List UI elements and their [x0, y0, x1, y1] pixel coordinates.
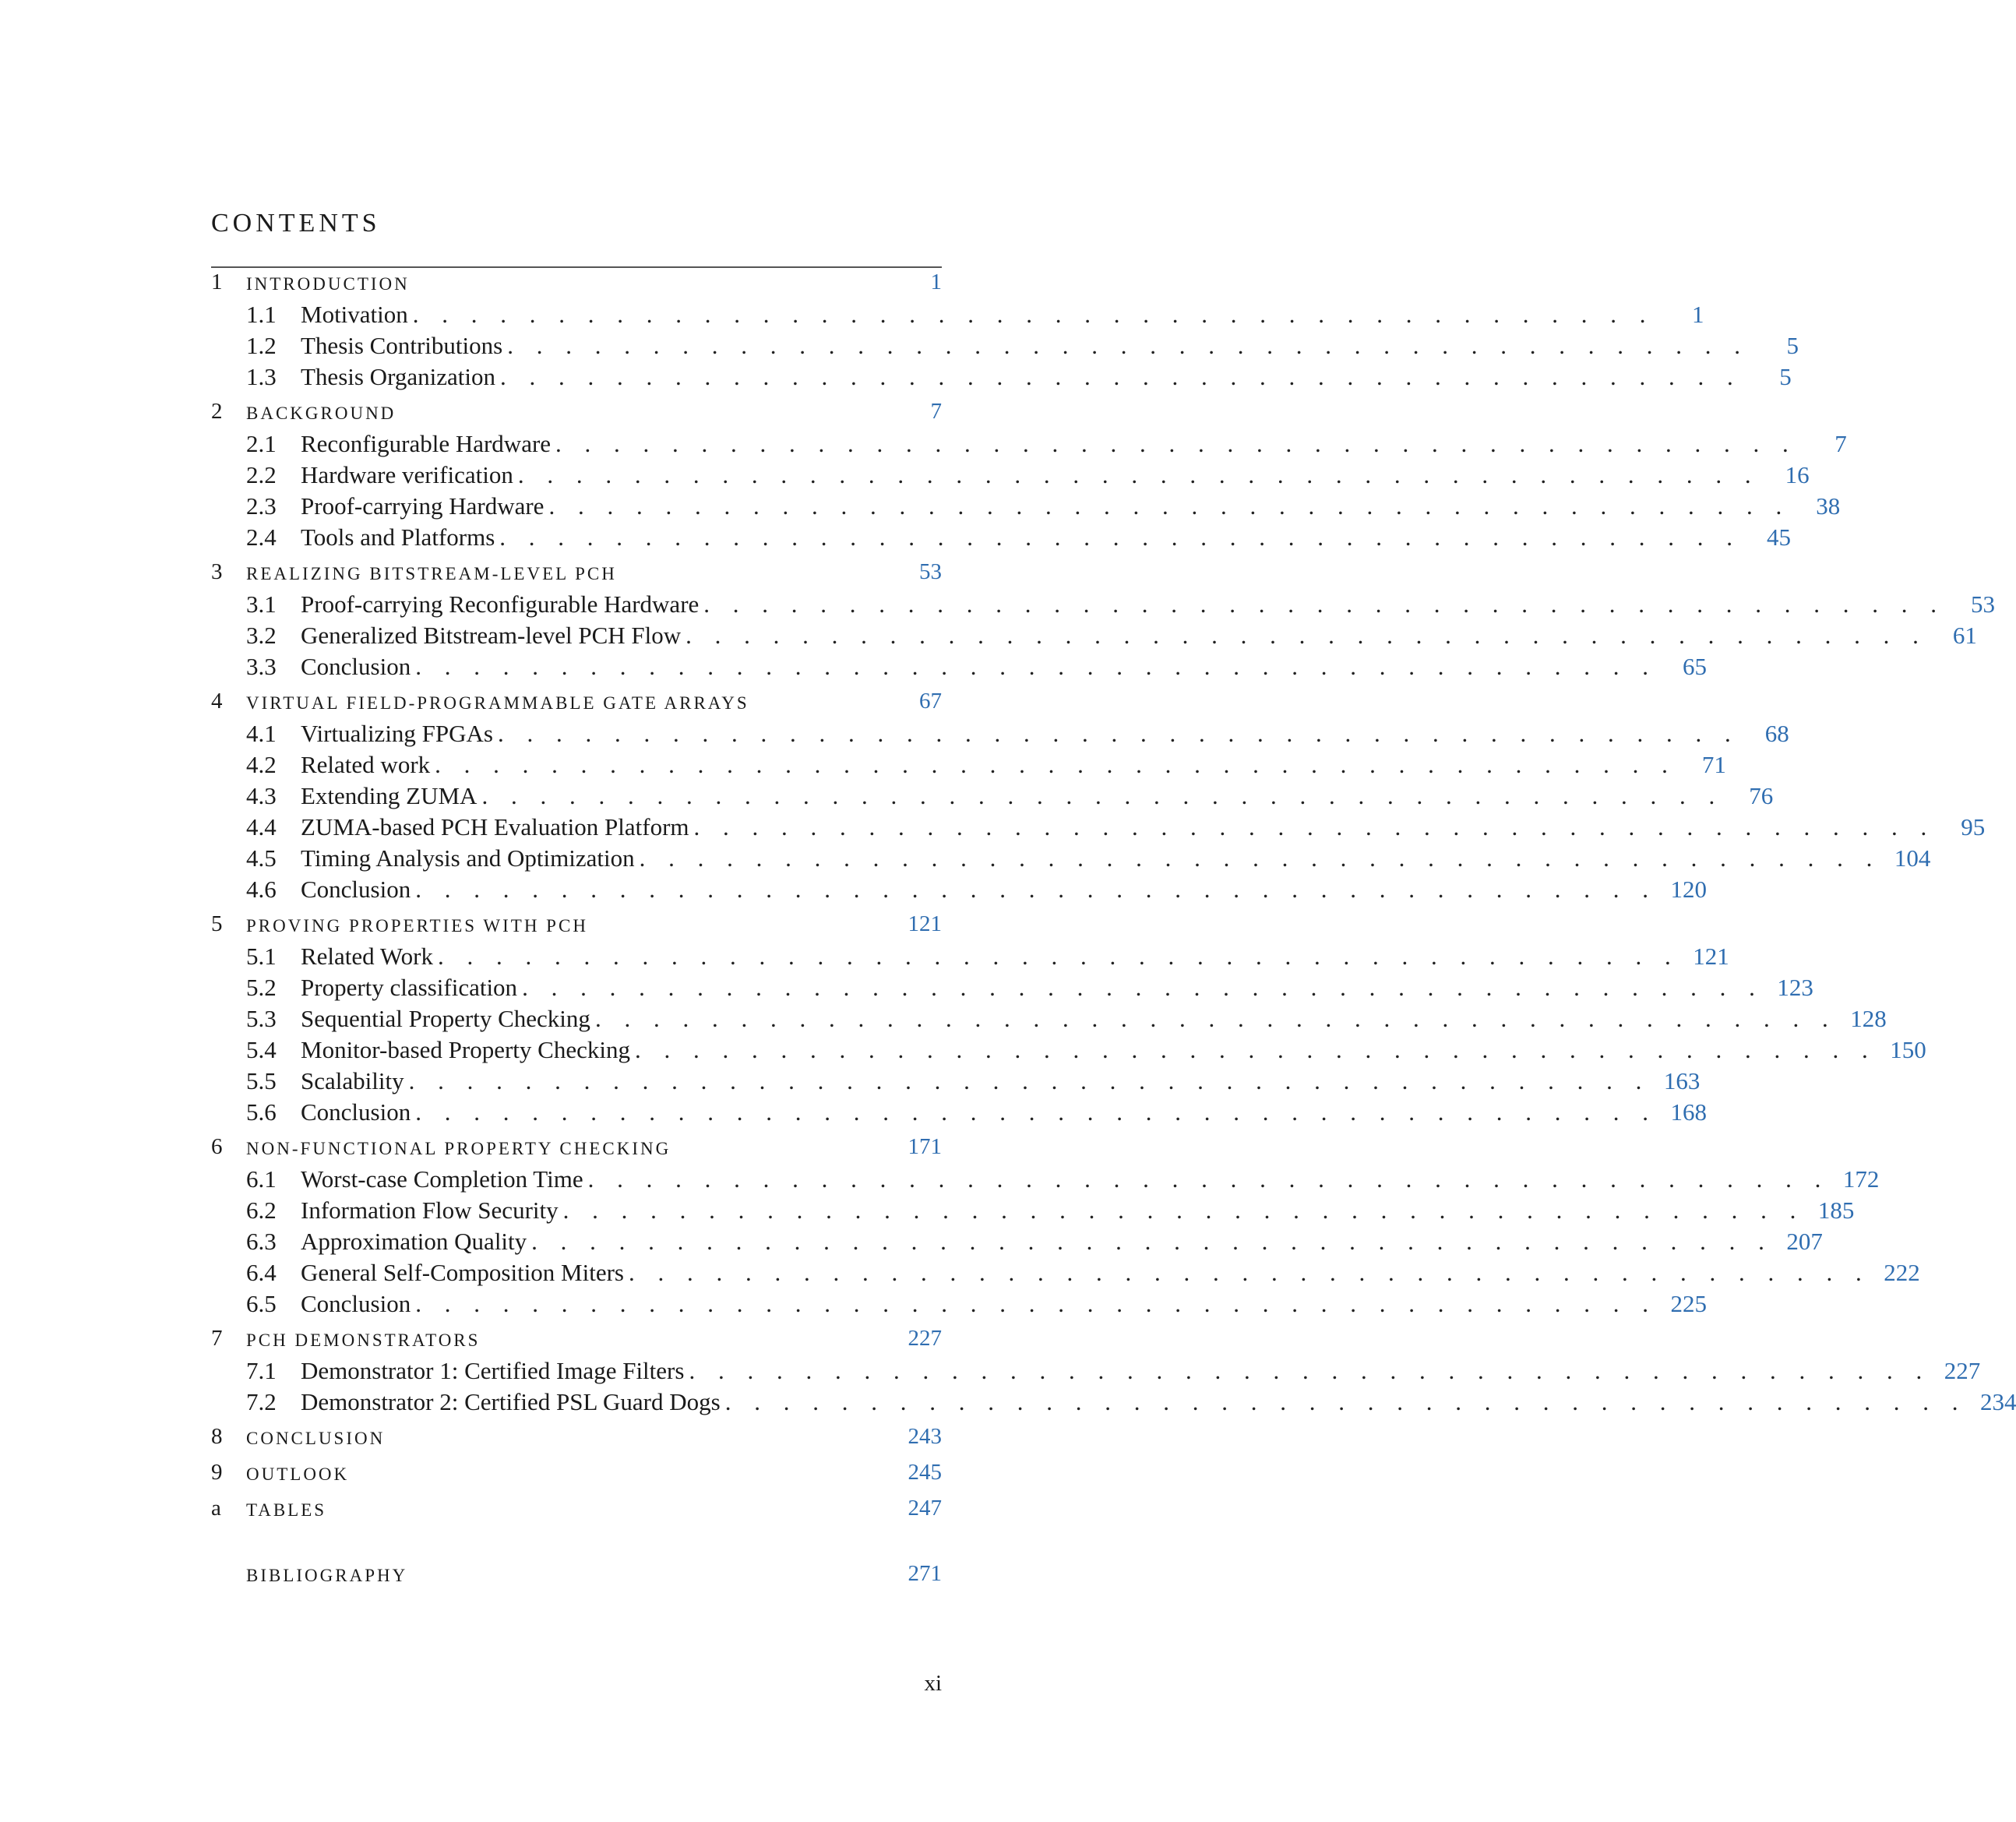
section-title[interactable]: Conclusion	[301, 1098, 415, 1130]
chapter-page-link[interactable]: 243	[908, 1424, 942, 1449]
toc-section-entry[interactable]	[211, 523, 1792, 555]
section-title[interactable]: Extending ZUMA	[301, 782, 481, 814]
section-page-link[interactable]: 76	[1749, 782, 1774, 809]
toc-section-entry[interactable]	[211, 782, 1774, 814]
toc-chapter-entry[interactable]	[211, 1424, 942, 1456]
toc-section-entry[interactable]	[211, 974, 1813, 1006]
section-title[interactable]: Tools and Platforms	[301, 523, 499, 555]
dot-leader: . . . . . . . . . . . . . . . . . . . . . . . . . . . . . . . . . . . . . . . . . . .	[412, 301, 1655, 328]
section-number: 4.6	[246, 876, 277, 903]
toc-section-entry[interactable]	[211, 1067, 1701, 1099]
toc-chapter-entry[interactable]	[211, 399, 942, 431]
section-page-link[interactable]: 53	[1971, 590, 1996, 618]
chapter-title[interactable]: PCH DEMONSTRATORS	[246, 1330, 481, 1350]
toc-section-entry[interactable]	[211, 1036, 1926, 1068]
section-number: 2.4	[246, 523, 277, 551]
chapter-number: a	[211, 1496, 221, 1521]
chapter-page-link[interactable]: 171	[908, 1134, 942, 1159]
section-title[interactable]: Worst-case Completion Time	[301, 1165, 588, 1197]
section-number: 4.1	[246, 720, 277, 747]
section-number: 5.4	[246, 1036, 277, 1063]
toc-section-entry[interactable]	[211, 1259, 1920, 1291]
chapter-number: 2	[211, 399, 223, 424]
chapter-title[interactable]: CONCLUSION	[246, 1429, 386, 1448]
dot-leader: . . . . . . . . . . . . . . . . . . . . . . . . . . . . . . . . . . . . . . . . . . .	[481, 782, 1724, 809]
section-number: 1.2	[246, 332, 277, 359]
section-number: 6.2	[246, 1196, 277, 1224]
chapter-page-link[interactable]: 247	[908, 1496, 942, 1521]
section-title[interactable]: Related work	[301, 751, 435, 783]
toc-section-entry[interactable]	[211, 653, 1707, 685]
toc-section-entry[interactable]	[211, 461, 1810, 493]
section-title[interactable]: Timing Analysis and Optimization	[301, 844, 640, 876]
section-number: 2.3	[246, 492, 277, 520]
section-number: 6.3	[246, 1228, 277, 1255]
contents-heading: CONTENTS	[211, 209, 381, 238]
section-title[interactable]: Proof-carrying Hardware	[301, 492, 548, 524]
chapter-number: 5	[211, 911, 223, 936]
dot-leader: . . . . . . . . . . . . . . . . . . . . . . . . . . . . . . . . . . . . . . . . . . .	[499, 523, 1742, 551]
section-number: 6.4	[246, 1259, 277, 1286]
section-number: 3.1	[246, 590, 277, 618]
toc-section-entry[interactable]	[211, 751, 1726, 783]
chapter-number: 8	[211, 1424, 223, 1449]
section-page-link[interactable]: 172	[1842, 1165, 1880, 1193]
section-title[interactable]: Monitor-based Property Checking	[301, 1036, 635, 1068]
dot-leader: . . . . . . . . . . . . . . . . . . . . . . . . . . . . . . . . . . . . . . . . . . .	[435, 751, 1676, 778]
section-number: 5.1	[246, 943, 277, 970]
toc-chapter-entry[interactable]	[211, 1134, 942, 1166]
section-page-link[interactable]: 185	[1817, 1196, 1855, 1224]
chapter-page-link[interactable]: 1	[930, 270, 942, 294]
dot-leader: . . . . . . . . . . . . . . . . . . . . . . . . . . . . . . . . . . . . . . . . . . .	[415, 1290, 1657, 1317]
section-number: 4.4	[246, 813, 277, 841]
section-title[interactable]: Motivation	[301, 301, 413, 333]
chapter-title[interactable]: TABLES	[246, 1500, 327, 1520]
section-number: 7.2	[246, 1388, 277, 1415]
toc-section-entry[interactable]	[211, 1005, 1887, 1037]
toc-chapter-entry[interactable]	[211, 911, 942, 943]
dot-leader: . . . . . . . . . . . . . . . . . . . . . . . . . . . . . . . . . . . . . . . . . . .	[437, 943, 1679, 970]
dot-leader: . . . . . . . . . . . . . . . . . . . . . . . . . . . . . . . . . . . . . . . . . . .	[594, 1005, 1837, 1032]
toc-section-entry[interactable]	[211, 492, 1841, 524]
section-page-link[interactable]: 38	[1816, 492, 1841, 520]
chapter-title[interactable]: NON-FUNCTIONAL PROPERTY CHECKING	[246, 1139, 671, 1158]
section-page-link[interactable]: 65	[1682, 653, 1707, 680]
section-title[interactable]: Proof-carrying Reconfigurable Hardware	[301, 590, 703, 622]
section-number: 3.3	[246, 653, 277, 680]
toc-section-entry[interactable]	[211, 1388, 2016, 1420]
section-page-link[interactable]: 123	[1777, 974, 1813, 1001]
dot-leader: . . . . . . . . . . . . . . . . . . . . . . . . . . . . . . . . . . . . . . . . . . .	[415, 653, 1657, 680]
section-number: 7.1	[246, 1357, 277, 1384]
chapter-number: 1	[211, 270, 223, 294]
section-page-link[interactable]: 104	[1894, 844, 1931, 872]
chapter-page-link[interactable]: 227	[908, 1326, 942, 1351]
dot-leader: . . . . . . . . . . . . . . . . . . . . . . . . . . . . . . . . . . . . . . . . . . .	[555, 430, 1797, 457]
toc-chapter-entry[interactable]	[211, 559, 942, 591]
dot-leader: . . . . . . . . . . . . . . . . . . . . . . . . . . . . . . . . . . . . . . . . . . .	[587, 1165, 1830, 1193]
dot-leader: . . . . . . . . . . . . . . . . . . . . . . . . . . . . . . . . . . . . . . . . . . .	[498, 720, 1739, 747]
toc-section-entry[interactable]	[211, 332, 1799, 364]
chapter-page-link[interactable]: 245	[908, 1460, 942, 1485]
section-page-link[interactable]: 61	[1952, 622, 1977, 649]
section-page-link[interactable]: 7	[1834, 430, 1847, 457]
dot-leader: . . . . . . . . . . . . . . . . . . . . . . . . . . . . . . . . . . . . . . . . . . .	[686, 622, 1927, 649]
chapter-title[interactable]: PROVING PROPERTIES WITH PCH	[246, 916, 588, 936]
section-number: 4.2	[246, 751, 277, 778]
chapter-title[interactable]: VIRTUAL FIELD-PROGRAMMABLE GATE ARRAYS	[246, 693, 749, 713]
section-number: 5.5	[246, 1067, 277, 1094]
dot-leader: . . . . . . . . . . . . . . . . . . . . . . . . . . . . . . . . . . . . . . . . . . .	[517, 461, 1760, 488]
dot-leader: . . . . . . . . . . . . . . . . . . . . . . . . . . . . . . . . . . . . . . . . . . .	[639, 844, 1881, 872]
toc-section-entry[interactable]	[211, 720, 1789, 752]
section-number: 1.3	[246, 363, 277, 390]
toc-chapter-entry[interactable]	[211, 270, 942, 301]
toc-section-entry[interactable]	[211, 1098, 1707, 1130]
dot-leader: . . . . . . . . . . . . . . . . . . . . . . . . . . . . . . . . . . . . . . . . . . .	[562, 1196, 1805, 1224]
section-title[interactable]: Scalability	[301, 1067, 409, 1099]
toc-chapter-entry[interactable]	[211, 1460, 942, 1492]
toc-section-entry[interactable]	[211, 876, 1707, 907]
section-page-link[interactable]: 150	[1890, 1036, 1926, 1063]
heading-rule	[211, 266, 942, 268]
dot-leader: . . . . . . . . . . . . . . . . . . . . . . . . . . . . . . . . . . . . . . . . . . .	[693, 813, 1936, 841]
section-number: 6.5	[246, 1290, 277, 1317]
toc-section-entry[interactable]	[211, 1357, 1981, 1389]
dot-leader: . . . . . . . . . . . . . . . . . . . . . . . . . . . . . . . . . . . . . . . . . . .	[415, 1098, 1657, 1126]
section-title[interactable]: Conclusion	[301, 1290, 415, 1322]
section-page-link[interactable]: 163	[1663, 1067, 1701, 1094]
section-number: 6.1	[246, 1165, 277, 1193]
chapter-number: 9	[211, 1460, 223, 1485]
section-title[interactable]: ZUMA-based PCH Evaluation Platform	[301, 813, 694, 845]
section-page-link[interactable]: 95	[1961, 813, 1986, 841]
section-page-link[interactable]: 45	[1767, 523, 1792, 551]
chapter-title[interactable]: BIBLIOGRAPHY	[246, 1566, 408, 1585]
section-title[interactable]: Sequential Property Checking	[301, 1005, 595, 1037]
dot-leader: . . . . . . . . . . . . . . . . . . . . . . . . . . . . . . . . . . . . . . . . . . .	[724, 1388, 1967, 1415]
toc-section-entry[interactable]	[211, 622, 1977, 654]
toc-section-entry[interactable]	[211, 590, 1996, 622]
table-of-contents	[211, 270, 2016, 1593]
section-number: 1.1	[246, 301, 277, 328]
section-title[interactable]: Related Work	[301, 943, 438, 974]
toc-section-entry[interactable]	[211, 1290, 1707, 1322]
toc-section-entry[interactable]	[211, 1196, 1855, 1228]
chapter-page-link[interactable]: 121	[908, 911, 942, 936]
section-number: 5.3	[246, 1005, 277, 1032]
section-page-link[interactable]: 5	[1779, 363, 1792, 390]
section-page-link[interactable]: 1	[1692, 301, 1704, 328]
dot-leader: . . . . . . . . . . . . . . . . . . . . . . . . . . . . . . . . . . . . . . . . . . .	[415, 876, 1657, 903]
section-number: 3.2	[246, 622, 277, 649]
dot-leader: . . . . . . . . . . . . . . . . . . . . . . . . . . . . . . . . . . . . . . . . . . .	[499, 363, 1742, 390]
dot-leader: . . . . . . . . . . . . . . . . . . . . . . . . . . . . . . . . . . . . . . . . . . .	[548, 492, 1791, 520]
section-page-link[interactable]: 16	[1785, 461, 1810, 488]
dot-leader: . . . . . . . . . . . . . . . . . . . . . . . . . . . . . . . . . . . . . . . . . . .	[507, 332, 1749, 359]
toc-section-entry[interactable]	[211, 844, 1931, 876]
section-page-link[interactable]: 5	[1786, 332, 1799, 359]
section-page-link[interactable]: 68	[1764, 720, 1789, 747]
section-page-link[interactable]: 71	[1701, 751, 1726, 778]
section-page-link[interactable]: 222	[1884, 1259, 1920, 1286]
section-page-link[interactable]: 120	[1670, 876, 1707, 903]
section-title[interactable]: Thesis Organization	[301, 363, 500, 395]
chapter-title[interactable]: INTRODUCTION	[246, 274, 410, 294]
page-number: xi	[924, 1671, 942, 1696]
section-title[interactable]: Property classification	[301, 974, 522, 1006]
chapter-number: 7	[211, 1326, 223, 1351]
dot-leader: . . . . . . . . . . . . . . . . . . . . . . . . . . . . . . . . . . . . . . . . . . .	[531, 1228, 1773, 1255]
section-number: 2.1	[246, 430, 277, 457]
chapter-page-link[interactable]: 67	[919, 689, 942, 714]
section-title[interactable]: Virtualizing FPGAs	[301, 720, 498, 752]
dot-leader: . . . . . . . . . . . . . . . . . . . . . . . . . . . . . . . . . . . . . . . . . . .	[522, 974, 1764, 1001]
section-title[interactable]: Conclusion	[301, 876, 415, 907]
chapter-title[interactable]: REALIZING BITSTREAM-LEVEL PCH	[246, 564, 617, 583]
section-title[interactable]: Generalized Bitstream-level PCH Flow	[301, 622, 686, 654]
section-title[interactable]: Thesis Contributions	[301, 332, 507, 364]
dot-leader: . . . . . . . . . . . . . . . . . . . . . . . . . . . . . . . . . . . . . . . . . . .	[689, 1357, 1931, 1384]
dot-leader: . . . . . . . . . . . . . . . . . . . . . . . . . . . . . . . . . . . . . . . . . . .	[408, 1067, 1651, 1094]
section-number: 5.6	[246, 1098, 277, 1126]
toc-section-entry[interactable]	[211, 363, 1792, 395]
dot-leader: . . . . . . . . . . . . . . . . . . . . . . . . . . . . . . . . . . . . . . . . . . .	[634, 1036, 1877, 1063]
section-page-link[interactable]: 207	[1786, 1228, 1823, 1255]
dot-leader: . . . . . . . . . . . . . . . . . . . . . . . . . . . . . . . . . . . . . . . . . . .	[703, 590, 1946, 618]
section-number: 2.2	[246, 461, 277, 488]
toc-page	[211, 0, 2016, 1822]
section-page-link[interactable]: 128	[1850, 1005, 1887, 1032]
chapter-number: 4	[211, 689, 223, 714]
chapter-title[interactable]: BACKGROUND	[246, 404, 397, 423]
toc-chapter-entry[interactable]	[211, 1326, 942, 1358]
section-number: 5.2	[246, 974, 277, 1001]
section-page-link[interactable]: 121	[1693, 943, 1729, 970]
chapter-page-link[interactable]: 53	[919, 559, 942, 584]
section-page-link[interactable]: 168	[1670, 1098, 1707, 1126]
section-number: 4.3	[246, 782, 277, 809]
toc-section-entry[interactable]	[211, 1228, 1823, 1260]
section-page-link[interactable]: 225	[1670, 1290, 1707, 1317]
chapter-page-link[interactable]: 271	[908, 1561, 942, 1586]
toc-chapter-entry[interactable]	[211, 689, 942, 721]
toc-section-entry[interactable]	[211, 301, 1704, 333]
chapter-page-link[interactable]: 7	[930, 399, 942, 424]
section-title[interactable]: Hardware verification	[301, 461, 518, 493]
section-page-link[interactable]: 227	[1944, 1357, 1981, 1384]
toc-section-entry[interactable]	[211, 430, 1847, 462]
chapter-number: 6	[211, 1134, 223, 1159]
chapter-title[interactable]: OUTLOOK	[246, 1464, 350, 1484]
section-title[interactable]: Demonstrator 2: Certified PSL Guard Dogs	[301, 1388, 725, 1420]
toc-chapter-entry[interactable]	[211, 1496, 942, 1528]
dot-leader: . . . . . . . . . . . . . . . . . . . . . . . . . . . . . . . . . . . . . . . . . . .	[629, 1259, 1870, 1286]
section-title[interactable]: Reconfigurable Hardware	[301, 430, 555, 462]
toc-chapter-entry[interactable]	[211, 1561, 942, 1593]
toc-section-entry[interactable]	[211, 943, 1729, 974]
section-page-link[interactable]: 234	[1979, 1388, 2016, 1415]
section-title[interactable]: General Self-Composition Miters	[301, 1259, 629, 1291]
section-title[interactable]: Information Flow Security	[301, 1196, 563, 1228]
chapter-number: 3	[211, 559, 223, 584]
section-title[interactable]: Conclusion	[301, 653, 415, 685]
section-number: 4.5	[246, 844, 277, 872]
section-title[interactable]: Demonstrator 1: Certified Image Filters	[301, 1357, 689, 1389]
toc-section-entry[interactable]	[211, 813, 1986, 845]
toc-section-entry[interactable]	[211, 1165, 1880, 1197]
section-title[interactable]: Approximation Quality	[301, 1228, 531, 1260]
